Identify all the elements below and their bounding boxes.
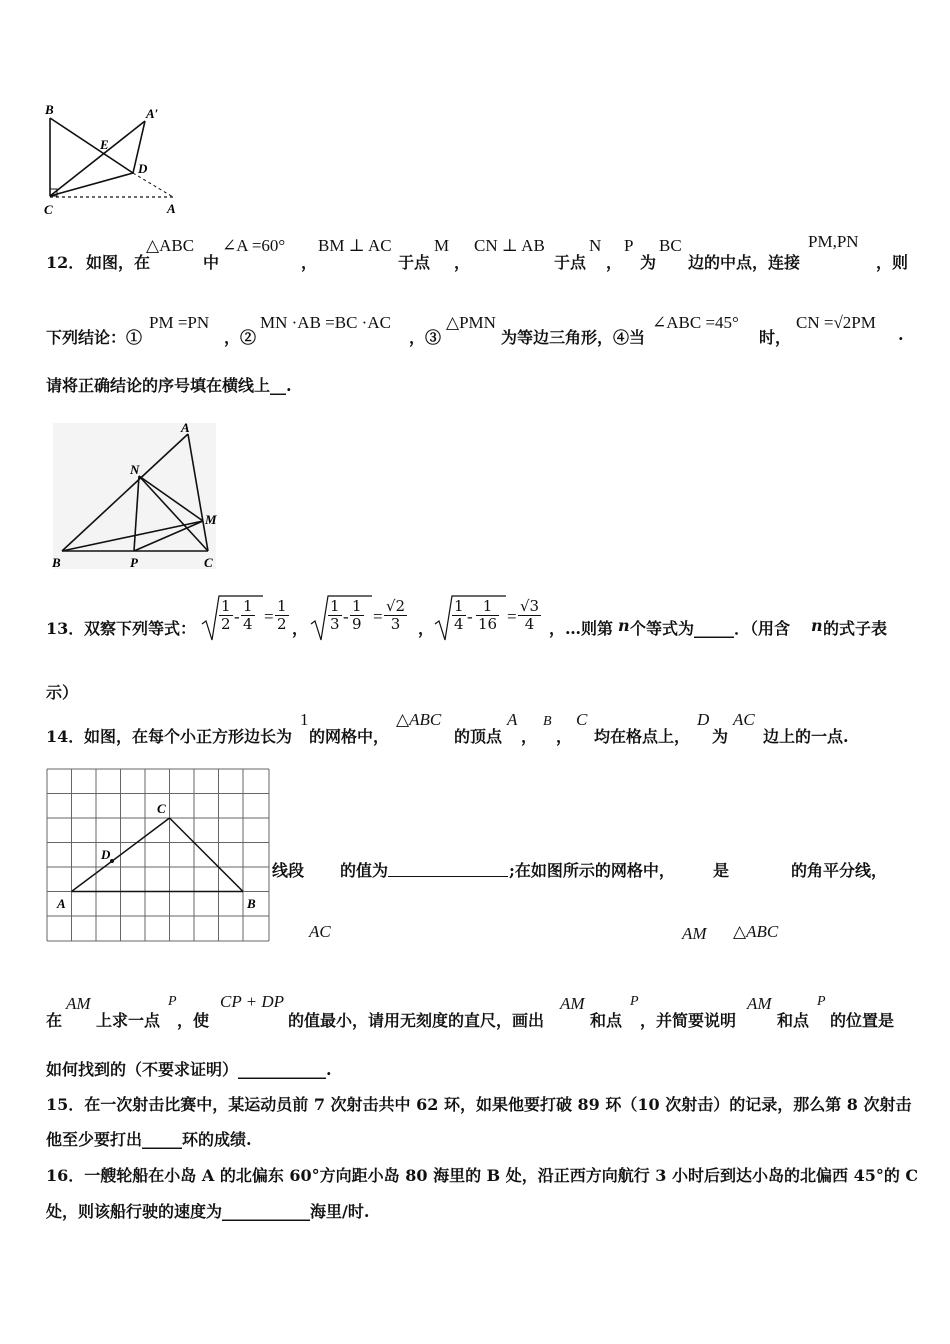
question-16-line-2: 处，则该船行驶的速度为___________海里/时. [46,1202,370,1221]
math-AC: AC [309,922,331,941]
comma: ， [292,619,309,638]
numerator: 1 [277,597,287,615]
math-r4: ∠ABC =45° [652,313,739,332]
label-A: A [181,420,190,435]
math-P: P [630,994,639,1009]
text: 于点 [398,253,431,272]
text: 为等边三角形，④当 [501,328,646,347]
text: 中 [203,253,220,272]
label-P: P [130,555,138,570]
question-14-line-1 [46,710,916,750]
denominator: 4 [243,615,253,633]
math-tri: △ABC [733,922,779,941]
math-expr: CP + DP [220,992,285,1011]
math-BC: BC [659,236,682,255]
label-A: A [57,896,66,911]
figure-grid [46,768,272,943]
label-B: B [45,102,54,117]
math-A: A [507,710,518,729]
question-number: 13． [46,619,85,638]
label-A-prime: A′ [146,106,159,121]
math-B: B [543,714,552,729]
text: 的网格中， [309,727,390,746]
question-number: 14． [46,727,85,746]
numerator: √3 [520,597,540,615]
math-r5: CN =√2PM [796,313,876,332]
text: ，使 [177,1011,210,1030]
denominator: 2 [221,615,231,633]
math-P: P [624,236,634,255]
label-C: C [204,555,213,570]
math-AM: AM [682,924,707,943]
question-14-line-2 [272,858,912,948]
numerator: 1 [330,597,340,615]
fraction [476,598,499,633]
fraction [518,598,541,633]
text: 边的中点，连接 [688,253,801,272]
text: ，并简要说明 [640,1011,737,1030]
label-C: C [157,801,166,816]
fraction [219,598,233,633]
numerator: 1 [221,597,231,615]
fraction [350,598,364,633]
label-D: D [101,847,111,862]
question-13-line-2: 示） [46,683,79,702]
question-15-line-1: 15．在一次射击比赛中，某运动员前 7 次射击共中 62 环，如果他要打破 89 环（10 次射击）的记录，那么第 8 次射击 [46,1095,912,1114]
denominator: 3 [390,615,401,633]
math-AC: AC [733,710,755,729]
math-C: C [576,710,588,729]
label-D: D [138,161,148,176]
text: 如图，在每个小正方形边长为 [84,727,293,746]
text: ，② [224,328,257,347]
math-one: 1 [300,710,309,729]
math-cn: CN ⊥ AB [474,236,545,255]
math-tri: △ABC [396,710,442,729]
label-B: B [52,555,61,570]
label-M: M [205,512,217,527]
equals: = [264,607,274,626]
text: 双察下列等式： [84,619,197,638]
label-E: E [100,137,109,152]
text: 为 [640,253,657,272]
text: . [898,325,904,344]
minus: - [343,607,349,626]
math-r1: PM =PN [149,313,210,332]
question-number: 12． [46,253,85,272]
math-angle: ∠A =60° [222,236,286,255]
text: ，③ [409,328,442,347]
math-D: D [697,710,710,729]
question-12-line-3: 请将正确结论的序号填在横线上__. [46,376,292,395]
answer-blank[interactable] [388,858,508,877]
numerator: √2 [386,597,406,615]
text: 的值为 [340,861,389,880]
label-C: C [44,202,53,217]
denominator: 16 [478,615,498,633]
text: 的位置是 [830,1011,895,1030]
text: ;在如图所示的网格中， [509,861,675,880]
denominator: 3 [330,615,340,633]
question-14-line-3 [46,992,916,1032]
denominator: 9 [352,615,362,633]
text: 的式子表 [823,619,888,638]
text: 下列结论：① [46,328,143,347]
text: ， [556,727,573,746]
minus: - [467,607,473,626]
math-M: M [434,236,450,255]
math-pmpn: PM,PN [808,232,859,251]
text: 上求一点 [96,1011,161,1030]
math-P: P [817,994,826,1009]
math-r3: △PMN [446,313,496,332]
text: 的顶点 [454,727,503,746]
math-AM: AM [560,994,585,1013]
text: 是 [713,861,730,880]
denominator: 2 [277,615,287,633]
fraction [241,598,255,633]
question-12-line-2 [46,311,916,351]
label-A: A [167,201,176,216]
math-N: N [589,236,602,255]
text: 在 [46,1011,63,1030]
figure-fold-triangle [40,100,190,220]
label-N: N [130,462,140,477]
question-15-line-2: 他至少要打出_____环的成绩. [46,1130,252,1149]
numerator: 1 [352,597,362,615]
text: 于点 [554,253,587,272]
figure-triangle-pmn [48,420,220,574]
numerator: 1 [454,597,464,615]
math-n: n [618,616,630,635]
text: ， [301,253,318,272]
question-14-line-4: 如何找到的（不要求证明）___________. [46,1060,332,1079]
equals: = [507,607,517,626]
label-B: B [247,896,256,911]
text: ， [606,253,623,272]
fraction [452,598,466,633]
fraction [328,598,342,633]
text: 均在格点上， [594,727,691,746]
fraction [384,598,407,633]
question-16-line-1: 16．一艘轮船在小岛 A 的北偏东 60°方向距小岛 80 海里的 B 处，沿正西方向航行 3 小时后到达小岛的北偏西 45°的 C [46,1166,919,1185]
text: 个等式为_____．（用含 [630,619,791,638]
text: 和点 [590,1011,623,1030]
text: ，则 [876,253,909,272]
question-12-line-1 [46,232,916,276]
fraction [275,598,289,633]
math-n: n [811,616,823,635]
math-AM: AM [747,994,772,1013]
comma: ， [418,619,435,638]
math-P: P [168,994,177,1009]
text: 的角平分线， [791,861,888,880]
question-13-line-1 [46,590,916,650]
equals: = [373,607,383,626]
math-r2: MN ·AB =BC ·AC [260,313,391,332]
minus: - [234,607,240,626]
text: 如图，在 [86,253,151,272]
text: ，…则第 [549,619,614,638]
text: 和点 [777,1011,810,1030]
text: 线段 [272,861,305,880]
denominator: 4 [454,615,464,633]
text: ， [454,253,471,272]
math-tri: △ABC [146,236,195,255]
text: 时， [759,328,792,347]
numerator: 1 [243,597,253,615]
denominator: 4 [524,615,535,633]
math-AM: AM [66,994,91,1013]
text: 的值最小，请用无刻度的直尺，画出 [288,1011,545,1030]
text: 为 [712,727,729,746]
math-bm: BM ⊥ AC [318,236,392,255]
text: 边上的一点. [763,727,849,746]
text: ， [521,727,538,746]
numerator: 1 [476,598,499,616]
